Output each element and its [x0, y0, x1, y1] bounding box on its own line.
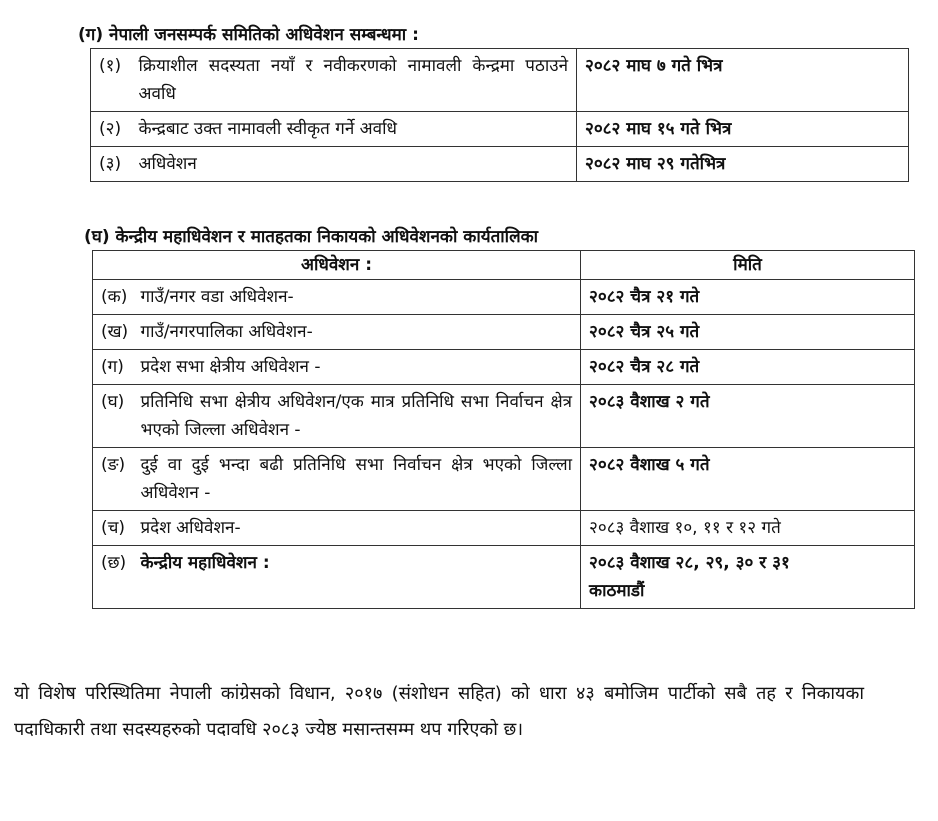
- row-text: केन्द्रबाट उक्त नामावली स्वीकृत गर्ने अवधि: [133, 112, 577, 147]
- row-label: (३): [91, 147, 133, 182]
- col-header-adhiveshan: अधिवेशन :: [93, 251, 581, 280]
- row-text: गाउँ/नगर वडा अधिवेशन-: [135, 280, 581, 315]
- section-ga-table: [90, 48, 909, 182]
- table-row: [93, 315, 915, 350]
- section-ga-heading: (ग) नेपाली जनसम्पर्क समितिको अधिवेशन सम्बन्धमा :: [78, 25, 419, 45]
- row-date: २०८२ चैत्र २१ गते: [581, 280, 915, 315]
- table-row: [93, 511, 915, 546]
- table-row: [93, 448, 915, 511]
- row-text: प्रदेश सभा क्षेत्रीय अधिवेशन -: [135, 350, 581, 385]
- row-text: प्रदेश अधिवेशन-: [135, 511, 581, 546]
- row-label: (ङ): [93, 448, 135, 511]
- row-label: (छ): [93, 546, 135, 609]
- row-date: २०८२ माघ २९ गतेभित्र: [577, 147, 909, 182]
- table-row: [93, 350, 915, 385]
- row-date: २०८२ वैशाख ५ गते: [581, 448, 915, 511]
- section-gha-heading: (घ) केन्द्रीय महाधिवेशन र मातहतका निकायको अधिवेशनको कार्यतालिका: [84, 227, 539, 247]
- row-label: (क): [93, 280, 135, 315]
- table-row: [91, 147, 909, 182]
- row-text: केन्द्रीय महाधिवेशन :: [135, 546, 581, 609]
- row-date: २०८२ माघ ७ गते भित्र: [577, 49, 909, 112]
- table-row: [93, 385, 915, 448]
- row-label: (ख): [93, 315, 135, 350]
- col-header-miti: मिति: [581, 251, 915, 280]
- closing-paragraph: यो विशेष परिस्थितिमा नेपाली कांग्रेसको विधान, २०१७ (संशोधन सहित) को धारा ४३ बमोजिम पार्टीको सबै तह र निकायका पदाधिकारी तथा सदस्यहरुको पदावधि २०८३ ज्येष्ठ मसान्तसम्म थप गरिएको छ।: [14, 683, 864, 740]
- table-row: [93, 546, 915, 609]
- row-text: गाउँ/नगरपालिका अधिवेशन-: [135, 315, 581, 350]
- row-text: दुई वा दुई भन्दा बढी प्रतिनिधि सभा निर्वाचन क्षेत्र भएको जिल्ला अधिवेशन -: [135, 448, 581, 511]
- row-date: २०८३ वैशाख १०, ११ र १२ गते: [581, 511, 915, 546]
- row-date: [581, 546, 915, 609]
- row-label: (१): [91, 49, 133, 112]
- section-gha-table: [92, 250, 915, 609]
- table-row: [93, 280, 915, 315]
- row-label: (ग): [93, 350, 135, 385]
- row-date-line2: काठमाडौं: [589, 581, 645, 601]
- table-header-row: [93, 251, 915, 280]
- row-text: अधिवेशन: [133, 147, 577, 182]
- row-date: २०८२ चैत्र २५ गते: [581, 315, 915, 350]
- row-date: २०८३ वैशाख २ गते: [581, 385, 915, 448]
- row-label: (२): [91, 112, 133, 147]
- table-row: [91, 112, 909, 147]
- row-label: (घ): [93, 385, 135, 448]
- row-text: प्रतिनिधि सभा क्षेत्रीय अधिवेशन/एक मात्र प्रतिनिधि सभा निर्वाचन क्षेत्र भएको जिल्ला अधिवेशन -: [135, 385, 581, 448]
- table-row: [91, 49, 909, 112]
- row-text: क्रियाशील सदस्यता नयाँ र नवीकरणको नामावली केन्द्रमा पठाउने अवधि: [133, 49, 577, 112]
- row-date: २०८२ माघ १५ गते भित्र: [577, 112, 909, 147]
- row-date: २०८२ चैत्र २८ गते: [581, 350, 915, 385]
- row-label: (च): [93, 511, 135, 546]
- row-date-line1: २०८३ वैशाख २८, २९, ३० र ३१: [589, 553, 790, 573]
